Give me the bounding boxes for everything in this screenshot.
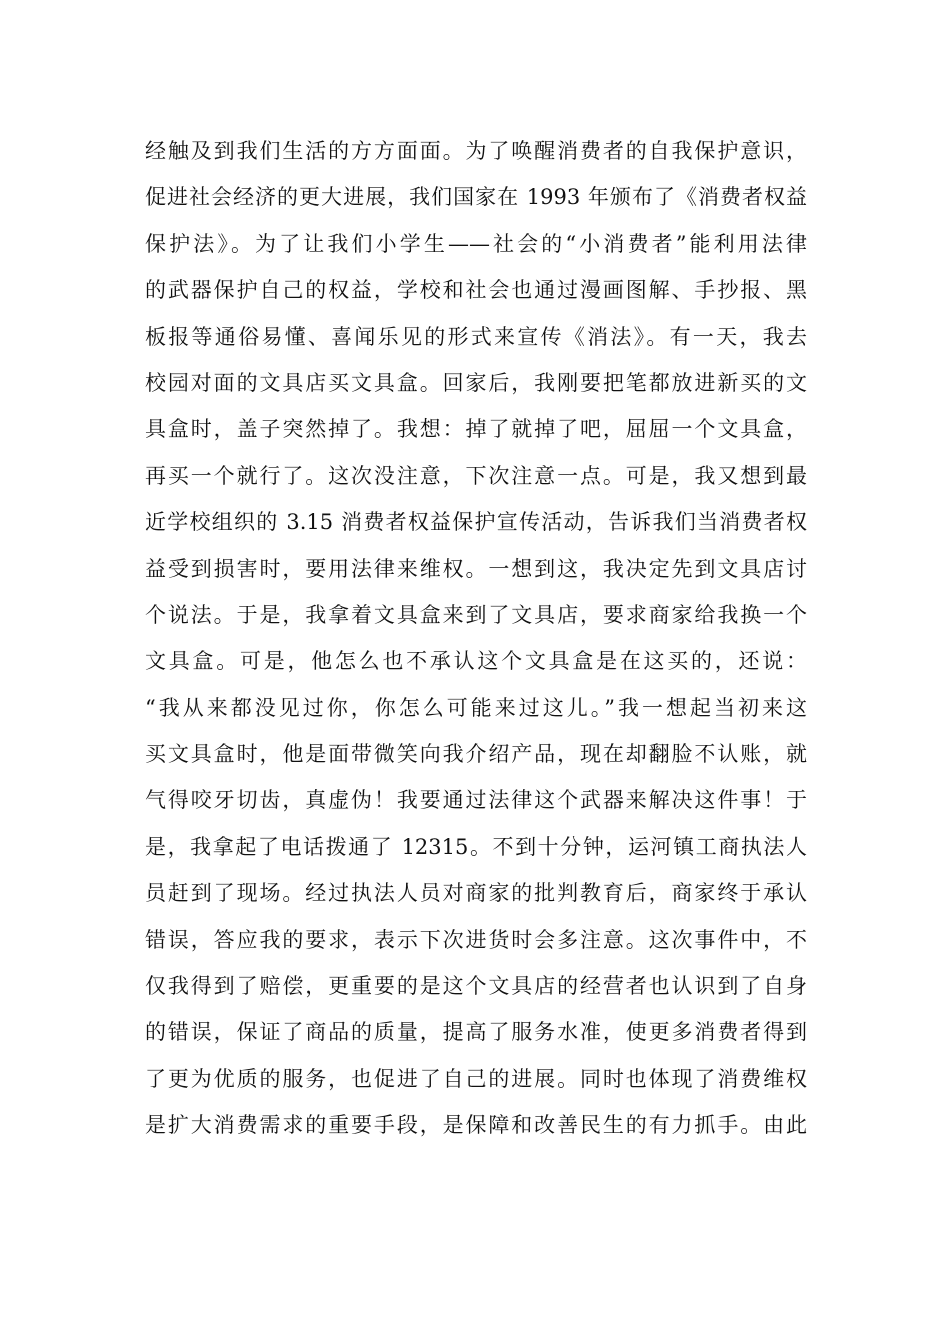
text-line: 促进社会经济的更大进展，我们国家在 1993 年颁布了《消费者权益 — [145, 185, 807, 210]
text-line: 再买一个就行了。这次没注意，下次注意一点。可是，我又想到最 — [145, 463, 807, 488]
text-line: 买文具盒时，他是面带微笑向我介绍产品，现在却翻脸不认账，就 — [145, 742, 807, 767]
body-text — [145, 128, 807, 1149]
text-line: 员赶到了现场。经过执法人员对商家的批判教育后，商家终于承认 — [145, 881, 807, 906]
text-line: 是，我拿起了电话拨通了 12315。不到十分钟，运河镇工商执法人 — [145, 834, 807, 859]
text-line: 经触及到我们生活的方方面面。为了唤醒消费者的自我保护意识， — [145, 139, 807, 163]
text-line: 的错误，保证了商品的质量，提高了服务水准，使更多消费者得到 — [145, 1020, 807, 1045]
text-line: “我从来都没见过你，你怎么可能来过这儿。”我一想起当初来这 — [145, 695, 807, 720]
text-line: 具盒时，盖子突然掉了。我想：掉了就掉了吧，屈屈一个文具盒， — [145, 417, 807, 442]
text-line: 是扩大消费需求的重要手段，是保障和改善民生的有力抓手。由此 — [145, 1113, 807, 1138]
text-line: 气得咬牙切齿，真虚伪！我要通过法律这个武器来解决这件事！于 — [145, 788, 807, 813]
text-line: 错误，答应我的要求，表示下次进货时会多注意。这次事件中，不 — [145, 927, 807, 952]
text-line: 近学校组织的 3.15 消费者权益保护宣传活动，告诉我们当消费者权 — [145, 510, 807, 535]
text-line: 了更为优质的服务，也促进了自己的进展。同时也体现了消费维权 — [145, 1066, 807, 1091]
text-line: 仅我得到了赔偿，更重要的是这个文具店的经营者也认识到了自身 — [145, 974, 807, 999]
text-line: 板报等通俗易懂、喜闻乐见的形式来宣传《消法》。有一天，我去 — [145, 324, 807, 349]
text-line: 益受到损害时，要用法律来维权。一想到这，我决定先到文具店讨 — [145, 556, 807, 581]
text-line: 保护法》。为了让我们小学生——社会的“小消费者”能利用法律 — [145, 231, 807, 256]
text-line: 的武器保护自己的权益，学校和社会也通过漫画图解、手抄报、黑 — [145, 278, 807, 303]
text-line: 个说法。于是，我拿着文具盒来到了文具店，要求商家给我换一个 — [145, 602, 807, 627]
text-line: 文具盒。可是，他怎么也不承认这个文具盒是在这买的，还说： — [145, 649, 807, 674]
text-line: 校园对面的文具店买文具盒。回家后，我刚要把笔都放进新买的文 — [145, 370, 807, 395]
